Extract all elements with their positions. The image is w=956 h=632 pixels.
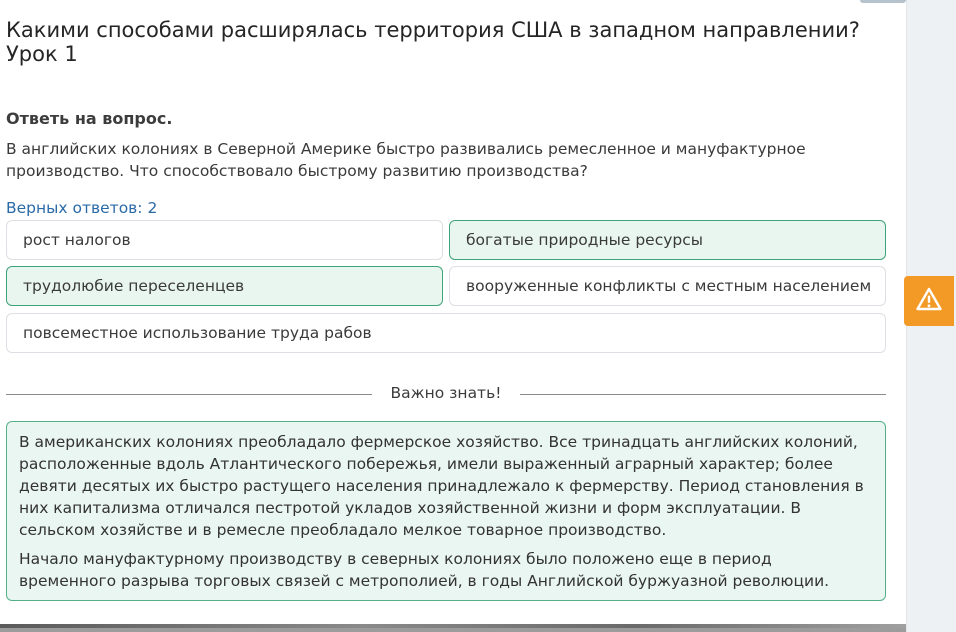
divider-right bbox=[520, 394, 886, 395]
answer-option[interactable] bbox=[6, 220, 443, 260]
top-tab bbox=[860, 0, 906, 3]
important-heading: Важно знать! bbox=[390, 384, 502, 402]
answer-option[interactable] bbox=[6, 313, 886, 353]
answer-option-label: вооруженные конфликты с местным населением bbox=[466, 277, 872, 295]
answer-option-label: рост налогов bbox=[23, 231, 131, 249]
question-text: В английских колониях в Северной Америке быстро развивались ремесленное и мануфактурное производство. Что способствовало быстрому развитию производства? bbox=[6, 140, 806, 180]
answer-option-label: богатые природные ресурсы bbox=[466, 231, 704, 249]
bottom-edge bbox=[0, 624, 906, 632]
correct-answers-count: Верных ответов: 2 bbox=[6, 199, 158, 217]
info-box bbox=[6, 421, 886, 601]
answer-option[interactable] bbox=[449, 266, 886, 306]
divider-left bbox=[6, 394, 372, 395]
page-title: Какими способами расширялась территория США в западном направлении? Урок 1 bbox=[6, 18, 860, 66]
report-problem-button[interactable] bbox=[904, 276, 954, 326]
question-label: Ответь на вопрос. bbox=[6, 109, 173, 128]
info-paragraph: Начало мануфактурному производству в северных колониях было положено еще в период временного разрыва торговых связей с метрополией, в годы Английской буржуазной революции. bbox=[19, 550, 830, 590]
warning-icon bbox=[916, 287, 942, 315]
answer-option-selected[interactable] bbox=[6, 266, 443, 306]
info-paragraph: В американских колониях преобладало фермерское хозяйство. Все тринадцать английских колоний, расположенные вдоль Атлантического побережья, имели выраженный аграрный характер; более девяти десятых их быстро растущего населения принадлежало к фермерству. Период становления в них капитализма отличался пестротой укладов хозяйственной жизни и форм эксплуатации. В сельском хозяйстве и в ремесле преобладало мелкое товарное производство. bbox=[19, 433, 864, 539]
answer-option-label: повсеместное использование труда рабов bbox=[23, 324, 372, 342]
answer-option-selected[interactable] bbox=[449, 220, 886, 260]
answer-option-label: трудолюбие переселенцев bbox=[23, 277, 245, 295]
